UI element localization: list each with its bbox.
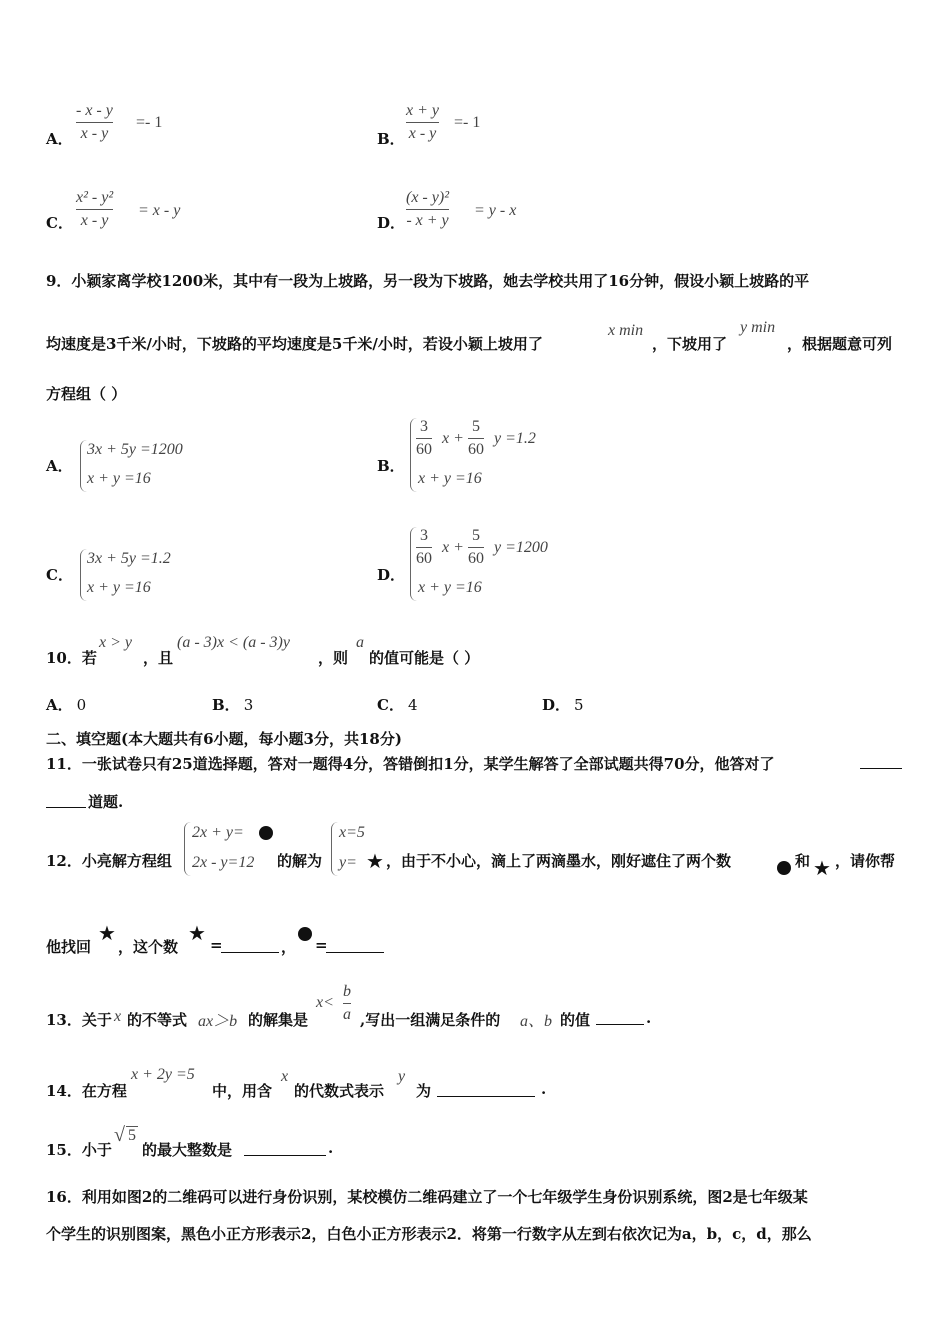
variable-x: x	[114, 1008, 122, 1025]
equation-1: 3x + 5y =1200	[87, 441, 183, 458]
q14-mid2: 的代数式表示	[294, 1082, 385, 1100]
star-icon: ★	[188, 921, 206, 945]
q11-line1: 11．一张试卷只有25道选择题，答对一题得4分，答错倒扣1分，某学生解答了全部试题共得70分，他答对了	[46, 755, 775, 773]
q13-end: .	[646, 1009, 652, 1027]
term: y =1.2	[494, 430, 536, 447]
q13-mid3: ,写出一组满足条件的	[360, 1011, 501, 1029]
fraction-3-60: 3 60	[416, 527, 432, 567]
option-label: A．	[46, 130, 73, 148]
equation-2: x + y =16	[87, 579, 151, 596]
star-icon: ★	[98, 921, 116, 945]
ink-dot-icon	[298, 927, 312, 941]
fraction-5-60: 5 60	[468, 527, 484, 567]
q12-tail: ，请你帮	[835, 852, 896, 870]
q12-line2a: 他找回	[46, 938, 92, 956]
q13-suffix: 的值	[560, 1011, 591, 1029]
solution-x: x=5	[339, 824, 365, 841]
option-label: D．	[377, 214, 406, 232]
variables-ab: a、b	[520, 1013, 553, 1030]
q10-then: ，则	[318, 649, 349, 667]
rhs: =- 1	[136, 114, 163, 131]
option-label: A．	[46, 457, 73, 475]
rhs: = x - y	[138, 202, 181, 219]
option-label: C．	[46, 566, 73, 584]
fraction: x² - y² x - y	[76, 189, 114, 229]
option-d: D． 5	[542, 696, 584, 714]
solution-lhs: x<	[316, 994, 334, 1011]
system-eq-1: 2x + y=	[192, 824, 244, 841]
radicand: 5	[128, 1127, 136, 1144]
condition-2: (a - 3)x < (a - 3)y	[177, 634, 290, 651]
equation-2: x + y =16	[418, 579, 482, 596]
q9-line2c: ，根据题意可列	[787, 335, 893, 353]
condition-1: x > y	[99, 634, 132, 651]
q11-line2: 道题.	[88, 793, 124, 811]
answer-blank[interactable]	[46, 807, 86, 808]
q16-line2: 个学生的识别图案，黑色小正方形表示2，白色小正方形表示2．将第一行数字从左到右依次记为a，b，c，d，那么	[46, 1225, 812, 1243]
q12-comma: ，	[281, 938, 297, 956]
answer-blank[interactable]	[860, 768, 902, 769]
variable-x: x	[281, 1068, 289, 1085]
variable-y: y	[398, 1068, 406, 1085]
q12-text: ，由于不小心，滴上了两滴墨水，刚好遮住了两个数	[386, 852, 732, 870]
rhs: = y - x	[474, 202, 517, 219]
q13-mid1: 的不等式	[127, 1011, 188, 1029]
q10-suffix: 的值可能是（ ）	[369, 649, 480, 667]
answer-blank[interactable]	[244, 1155, 326, 1156]
q14-prefix: 14．在方程	[46, 1082, 127, 1100]
equation-2: x + y =16	[87, 470, 151, 487]
option-label: C．	[46, 214, 73, 232]
q9-line1: 9．小颖家离学校1200米，其中有一段为上坡路，另一段为下坡路，她去学校共用了16分钟，假设小颖上坡路的平	[46, 272, 810, 290]
answer-blank-star[interactable]	[221, 952, 279, 953]
term: x +	[442, 539, 464, 556]
q14-suffix: 为	[416, 1082, 432, 1100]
rhs: =- 1	[454, 114, 481, 131]
term: x +	[442, 430, 464, 447]
y-min: y min	[740, 319, 776, 336]
q10-mid: ，且	[143, 649, 174, 667]
equation-2: x + y =16	[418, 470, 482, 487]
q14-mid1: 中，用含	[212, 1082, 273, 1100]
q10-prefix: 10．若	[46, 649, 97, 667]
q15-end: .	[328, 1139, 334, 1157]
equation-1: 3x + 5y =1.2	[87, 550, 171, 567]
solution-y: y=	[339, 854, 357, 871]
q15-suffix: 的最大整数是	[142, 1141, 233, 1159]
q12-and: 和	[795, 852, 811, 870]
option-label: D．	[377, 566, 406, 584]
fraction-3-60: 3 60	[416, 418, 432, 458]
fraction-5-60: 5 60	[468, 418, 484, 458]
inequality: ax＞b	[198, 1013, 238, 1030]
x-min: x min	[608, 322, 644, 339]
q13-prefix: 13．关于	[46, 1011, 112, 1029]
answer-blank-dot[interactable]	[326, 952, 384, 953]
option-c: C． 4	[377, 696, 418, 714]
term: y =1200	[494, 539, 548, 556]
option-label: B．	[377, 130, 405, 148]
section-title: 二、填空题(本大题共有6小题，每小题3分，共18分)	[46, 730, 402, 748]
q9-line3: 方程组（ ）	[46, 385, 127, 403]
q15-prefix: 15．小于	[46, 1141, 112, 1159]
q14-end: .	[541, 1080, 547, 1098]
answer-blank[interactable]	[437, 1096, 535, 1097]
fraction: (x - y)² - x + y	[406, 189, 449, 229]
fraction: x + y x - y	[406, 102, 439, 142]
q9-line2b: ，下坡用了	[652, 335, 728, 353]
star-icon: ★	[813, 856, 831, 880]
answer-blank[interactable]	[596, 1024, 644, 1025]
q9-line2: 均速度是3千米/小时，下坡路的平均速度是5千米/小时，若设小颖上坡用了	[46, 335, 543, 353]
system-eq-2: 2x - y=12	[192, 854, 255, 871]
ink-dot-icon	[259, 826, 273, 840]
ink-dot-icon	[777, 861, 791, 875]
fraction-b-a: b a	[343, 983, 351, 1023]
option-label: B．	[377, 457, 405, 475]
fraction: - x - y x - y	[76, 102, 113, 142]
q12-eq2: =	[315, 936, 328, 954]
star-icon: ★	[366, 849, 384, 873]
option-b: B． 3	[212, 696, 254, 714]
q12-prefix: 12．小亮解方程组	[46, 852, 172, 870]
q13-mid2: 的解集是	[248, 1011, 309, 1029]
option-a: A． 0	[46, 696, 87, 714]
q12-eq: =	[210, 936, 223, 954]
variable-a: a	[356, 634, 364, 651]
sqrt-icon: √	[114, 1124, 125, 1146]
q12-line2b: ，这个数	[118, 938, 179, 956]
equation: x + 2y =5	[131, 1066, 195, 1083]
q16-line1: 16．利用如图2的二维码可以进行身份识别，某校模仿二维码建立了一个七年级学生身份识别系统，图2是七年级某	[46, 1188, 808, 1206]
q12-mid: 的解为	[277, 852, 323, 870]
